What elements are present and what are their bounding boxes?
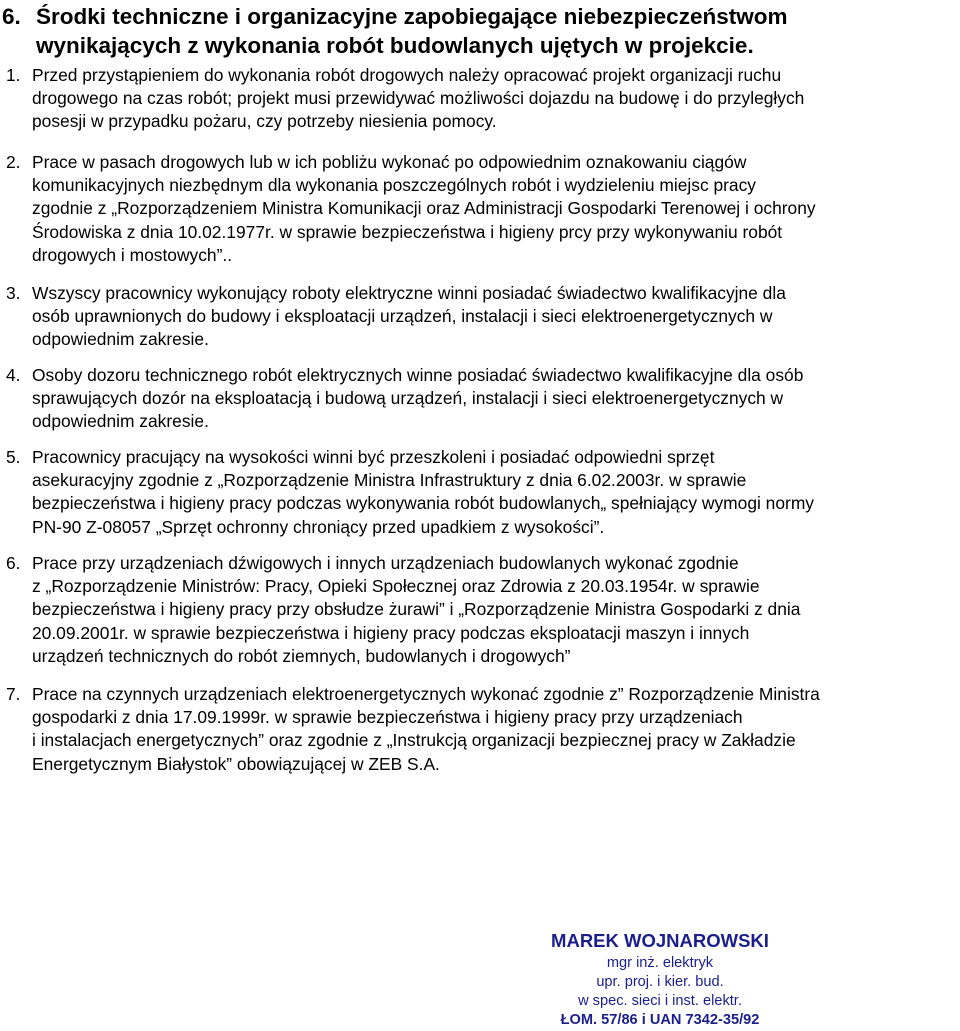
- list-item-text: Prace na czynnych urządzeniach elektroenergetycznych wykonać zgodnie z” Rozporządzenie Ministra gospodarki z dnia 17.09.1999r. w sprawie bezpieczeństwa i higieny pracy przy urządzeniach i instalacjach energetycznych” oraz zgodnie z „Instrukcją organizacji bezpiecznej pracy w Zakładzie Energetycznym Białystok” obowiązującej w ZEB S.A.: [32, 684, 820, 774]
- section-title: Środki techniczne i organizacyjne zapobiegające niebezpieczeństwom wynikających z wykonania robót budowlanych ujętych w projekcie.: [36, 4, 788, 58]
- list-item: [6, 552, 958, 668]
- signer-license-number: ŁOM. 57/86 i UAN 7342-35/92: [560, 1012, 760, 1028]
- list-item-number: 6.: [6, 553, 21, 573]
- list-item-text: Pracownicy pracujący na wysokości winni być przeszkoleni i posiadać odpowiedni sprzęt asekuracyjny zgodnie z „Rozporządzenie Ministra Infrastruktury z dnia 6.02.2003r. w sprawie bezpieczeństwa i higieny pracy podczas wykonywania robót budowlanych„ spełniający wymogi normy PN-90 Z-08057 „Sprzęt ochronny chroniący przed upadkiem z wysokości”.: [32, 447, 815, 537]
- list-item-number: 7.: [6, 684, 21, 704]
- list-item-text: Przed przystąpieniem do wykonania robót drogowych należy opracować projekt organizacji ruchu drogowego na czas robót; projekt musi przewidywać możliwości dojazdu na budowę i do przyległych posesji w przypadku pożaru, czy potrzeby niesienia pomocy.: [32, 65, 805, 132]
- list-item: [6, 64, 958, 134]
- list-item-text: Prace w pasach drogowych lub w ich pobliżu wykonać po odpowiednim oznakowaniu ciągów komunikacyjnych niezbędnym dla wykonania poszczególnych robót i wydzieleniu miejsc pracy zgodnie z „Rozporządzeniem Ministra Komunikacji oraz Administracji Gospodarki Terenowej i ochrony Środowiska z dnia 10.02.1977r. w sprawie bezpieczeństwa i higieny prcy przy wykonywaniu robót drogowych i mostowych”..: [32, 152, 816, 265]
- list-item-number: 2.: [6, 152, 21, 172]
- signer-specialty: w spec. sieci i inst. elektr.: [578, 993, 742, 1009]
- signature-block: [510, 928, 810, 1030]
- list-item: [6, 683, 958, 776]
- signer-license-scope: upr. proj. i kier. bud.: [596, 974, 724, 990]
- list-item: [6, 446, 958, 539]
- list-item-number: 1.: [6, 65, 21, 85]
- list-item-text: Osoby dozoru technicznego robót elektrycznych winne posiadać świadectwo kwalifikacyjne dla osób sprawujących dozór na eksploatacją i budową urządzeń, instalacji i sieci elektroenergetycznych w odpowiednim zakresie.: [32, 365, 804, 432]
- signer-degree: mgr inż. elektryk: [606, 955, 714, 971]
- list-item-text: Prace przy urządzeniach dźwigowych i innych urządzeniach budowlanych wykonać zgodnie z „Rozporządzenie Ministrów: Pracy, Opieki Społecznej oraz Zdrowia z 20.03.1954r. w sprawie bezpieczeństwa i higieny pracy przy obsłudze żurawi” i „Rozporządzenie Ministra Gospodarki z dnia 20.09.2001r. w sprawie bezpieczeństwa i higieny pracy podczas eksploatacji maszyn i innych urządzeń technicznych do robót ziemnych, budowlanych i drogowych”: [32, 553, 801, 666]
- list-item-text: Wszyscy pracownicy wykonujący roboty elektryczne winni posiadać świadectwo kwalifikacyjne dla osób uprawnionych do budowy i eksploatacji urządzeń, instalacji i sieci elektroenergetycznych w odpowiednim zakresie.: [32, 283, 786, 350]
- list-item-number: 5.: [6, 447, 21, 467]
- list-item: [6, 282, 958, 352]
- list-item-number: 3.: [6, 283, 21, 303]
- signer-name: MAREK WOJNAROWSKI: [551, 930, 769, 951]
- list-item: [6, 364, 958, 434]
- list-item-number: 4.: [6, 365, 21, 385]
- section-number: 6.: [2, 4, 21, 29]
- list-item: [6, 151, 958, 267]
- section-heading: [0, 2, 958, 60]
